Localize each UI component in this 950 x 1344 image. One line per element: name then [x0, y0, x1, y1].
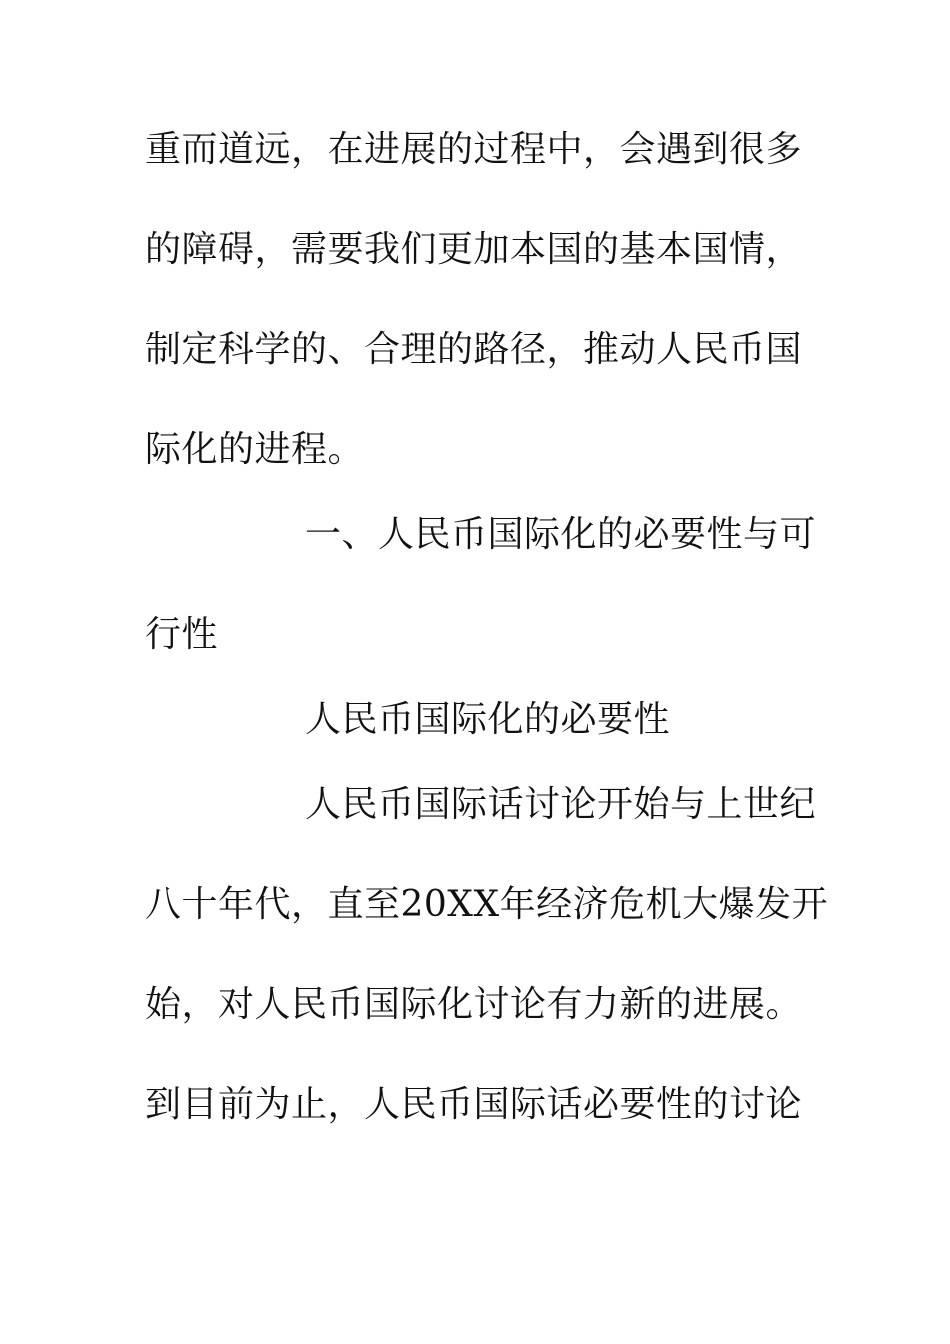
heading-1-line-1: 一、人民币国际化的必要性与可 — [305, 514, 817, 555]
subheading-necessity: 人民币国际化的必要性 — [305, 699, 671, 740]
paragraph-1-line-3: 制定科学的、合理的路径，推动人民币国 — [145, 329, 803, 370]
paragraph-1-line-2: 的障碍，需要我们更加本国的基本国情， — [145, 229, 803, 270]
paragraph-2-line-4: 到目前为止，人民币国际话必要性的讨论 — [145, 1084, 803, 1125]
paragraph-2-line-2: 八十年代，直至20XX年经济危机大爆发开 — [145, 884, 829, 925]
paragraph-1-line-4: 际化的进程。 — [145, 429, 365, 470]
paragraph-2-line-3: 始，对人民币国际化讨论有力新的进展。 — [145, 984, 803, 1025]
paragraph-1-line-1: 重而道远，在进展的过程中，会遇到很多 — [145, 129, 803, 170]
paragraph-2-line-1: 人民币国际话讨论开始与上世纪 — [305, 784, 817, 825]
heading-1-line-2: 行性 — [145, 614, 219, 655]
